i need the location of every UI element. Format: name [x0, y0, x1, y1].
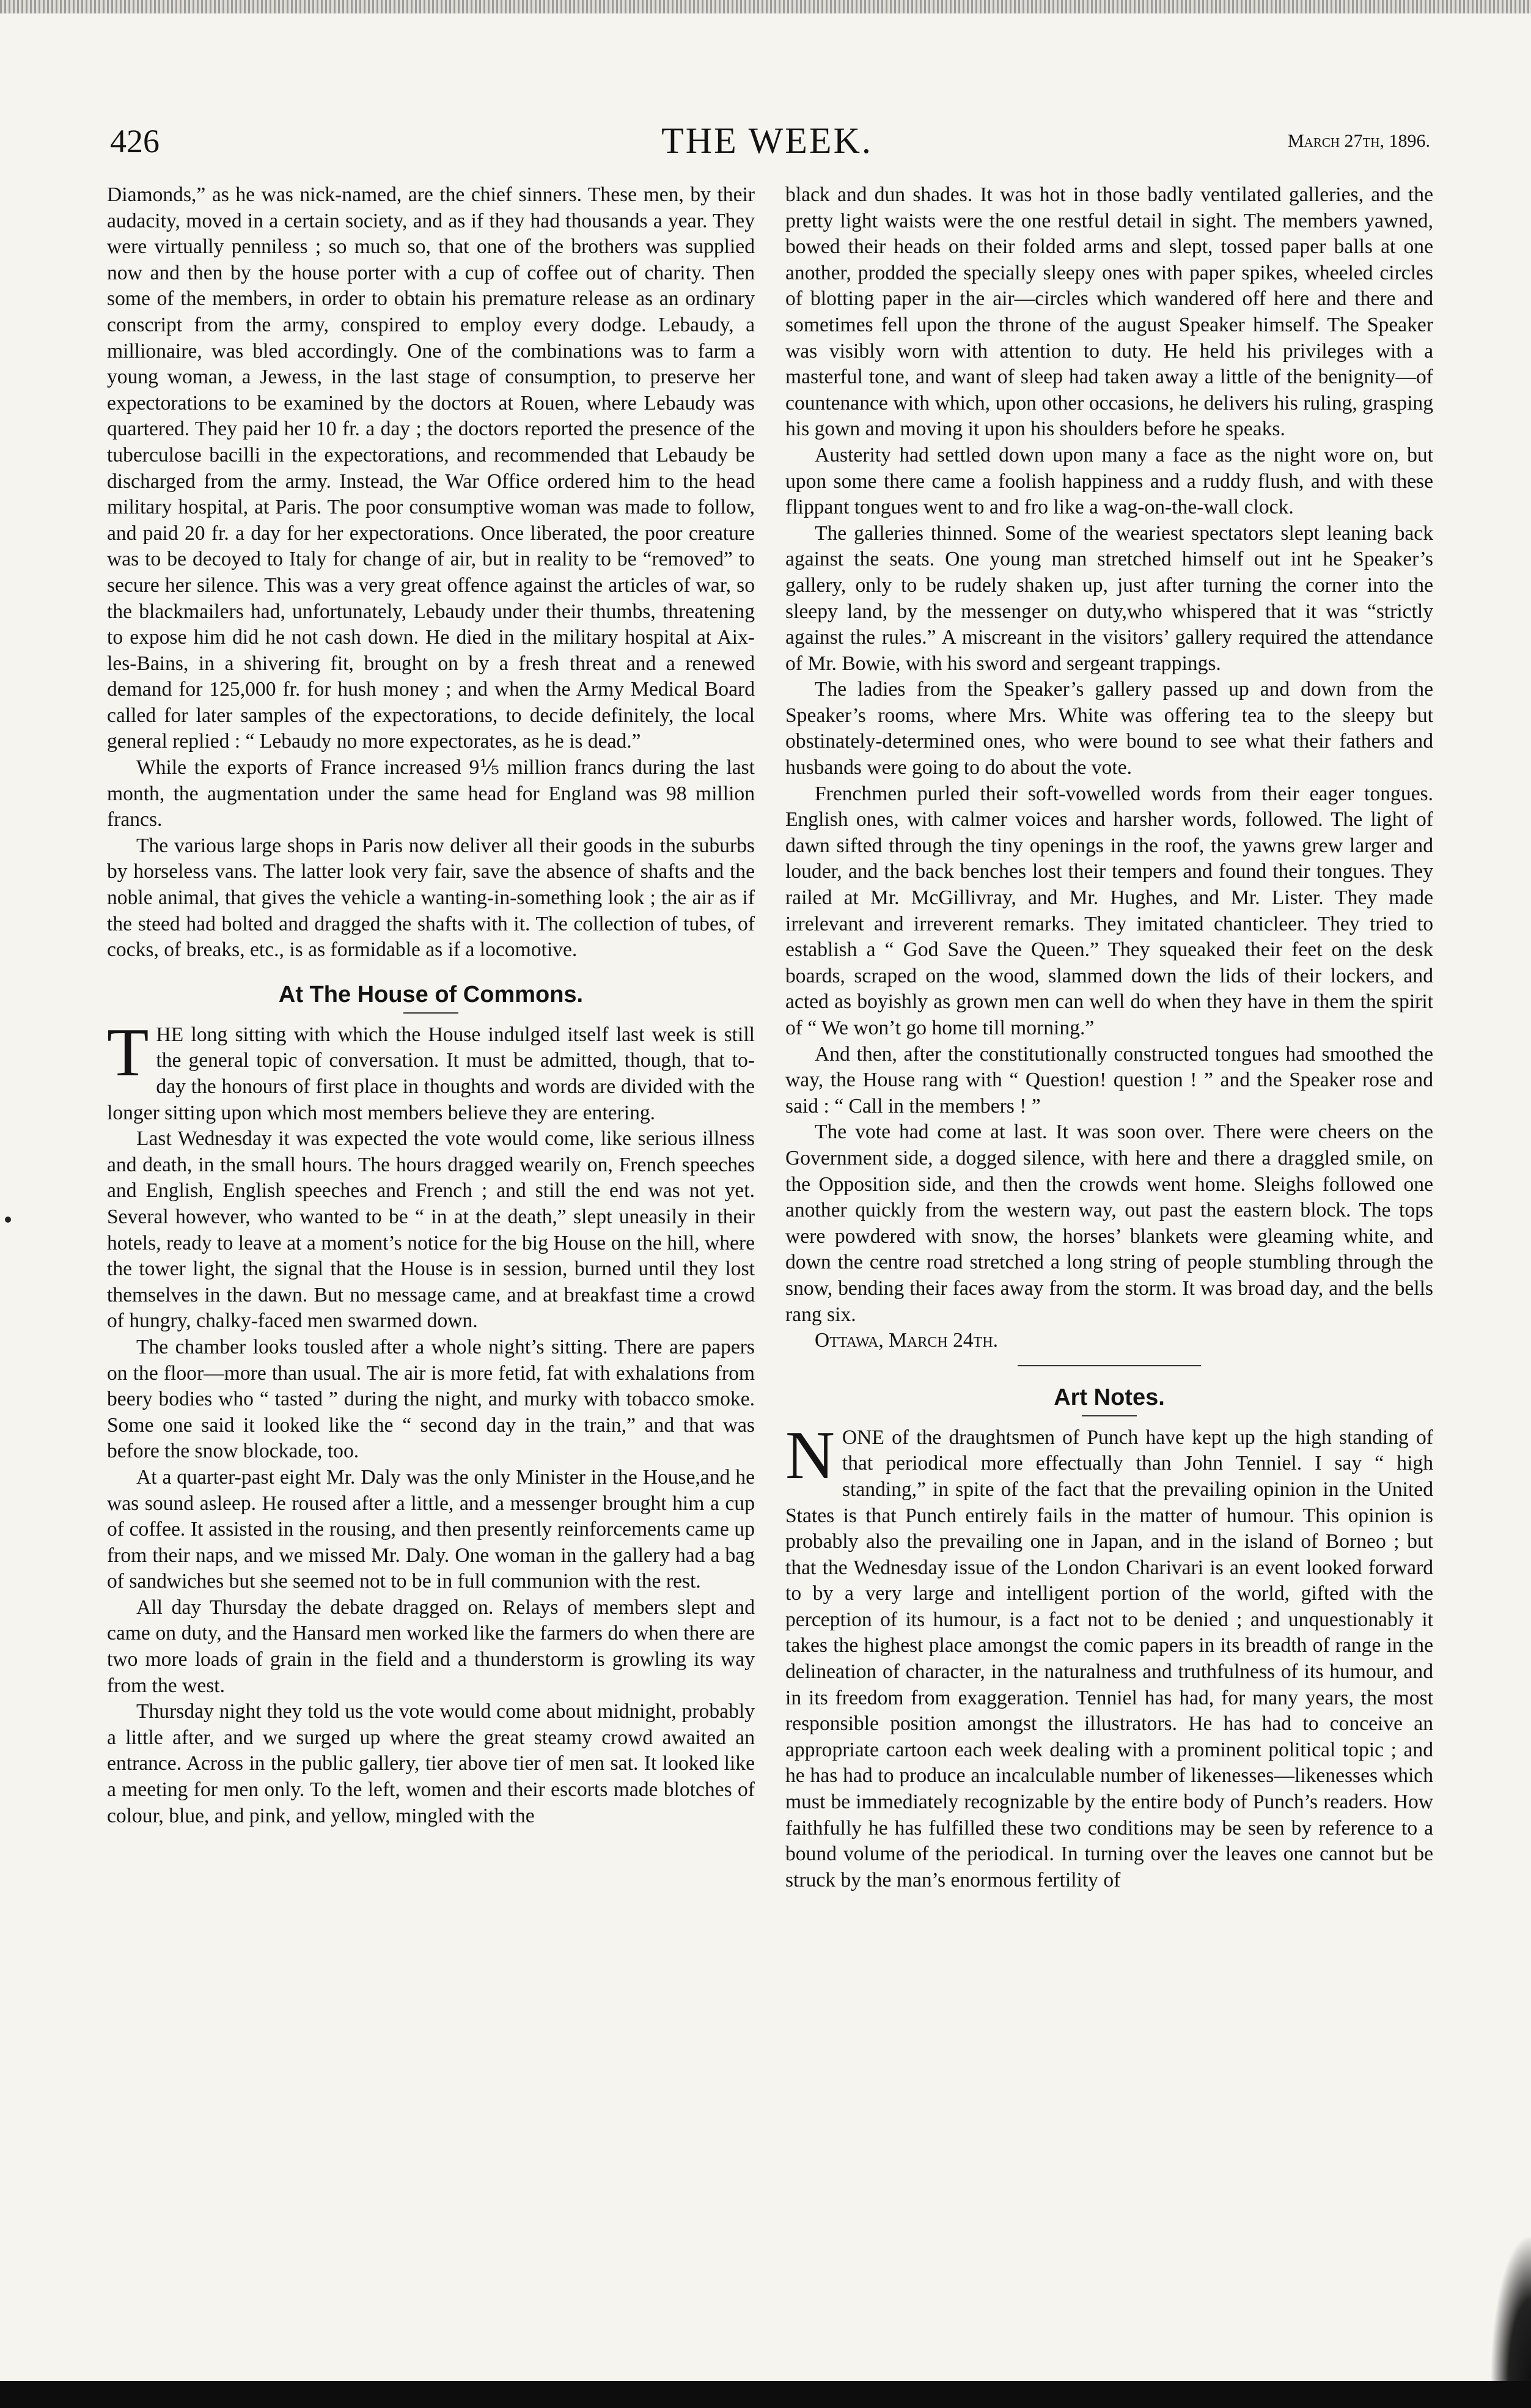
margin-speck: [5, 1217, 11, 1223]
top-scan-band: [0, 0, 1531, 13]
paragraph: The ladies from the Speaker’s gallery passed up and down from the Speaker’s rooms, where Mrs. White was offering tea to the sleepy but obstinately-determined ones, who were bound to see what their fathers and husbands were going to do about the vote.: [785, 678, 1433, 779]
section-heading-art-notes: Art Notes.: [1054, 1384, 1165, 1410]
drop-cap: N: [785, 1417, 835, 1493]
masthead-title: THE WEEK.: [661, 120, 873, 161]
paragraph: Last Wednesday it was expected the vote would come, like serious illness and death, in the small hours. The hours dragged wearily on, French speeches and English, English speeches and French ; and still the end was not yet. Several however, who wanted to be “ in at the death,” slept uneasily in their hotels, ready to leave at a moment’s notice for the big House on the hill, where the tower light, the signal that the House is in session, burned until they lost themselves in the dawn. But no message came, and at breakfast time a crowd of hungry, chalky-faced men swarmed down.: [107, 1127, 755, 1333]
paragraph: Austerity had settled down upon many a face as the night wore on, but upon some there came a foolish happiness and a ruddy flush, and with these flippant tongues went to and fro like a wag-on-the-wall clock.: [785, 443, 1433, 519]
paragraph: Thursday night they told us the vote would come about midnight, probably a little after, and we surged up where the great steamy crowd awaited an entrance. Across in the public gallery, tier above tier of men sat. It looked like a meeting for men only. To the left, women and their escorts made blotches of colour, blue, and pink, and yellow, mingled with the: [107, 1700, 755, 1827]
paragraph: The galleries thinned. Some of the weariest spectators slept leaning back against the seats. One young man stretched himself out int he Speaker’s gallery, only to be rudely shaken up, just after turning the corner into the sleepy land, by the messenger on duty,who whispered that it was “strictly against the rules.” A miscreant in the visitors’ gallery required the attendance of Mr. Bowie, with his sword and sergeant trappings.: [785, 521, 1433, 675]
paragraph: The chamber looks tousled after a whole night’s sitting. There are papers on the floor—more than usual. The air is more fetid, fat with exhalations from beery bodies who “ tasted ” during the night, and murky with tobacco smoke. Some one said it looked like the “ second day in the train,” and that was before the snow blockade, too.: [107, 1335, 755, 1463]
paragraph: Diamonds,” as he was nick-named, are the chief sinners. These men, by their audacity, moved in a certain society, and as if they had thousands a year. They were virtually penniless ; so much so, that one of the brothers was supplied now and then by the house porter with a cup of coffee out of charity. Then some of the members, in order to obtain his premature release as an ordinary conscript from the army, conspired to employ every dodge. Lebaudy, a millionaire, was bled accordingly. One of the combinations was to farm a young woman, a Jewess, in the last stage of consumption, to preserve her expectorations to be examined by the doctors at Rouen, where Lebaudy was quartered. They paid her 10 fr. a day ; the doctors reported the presence of the tuberculose bacilli in the expectorations, and recommended that Lebaudy be discharged from the army. Instead, the War Office ordered him to the head military hospital, at Paris. The poor consumptive woman was made to follow, and paid 20 fr. a day for her expectorations. Once liberated, the poor creature was to be decoyed to Italy for change of air, but in reality to be “removed” to secure her silence. This was a very great offence against the articles of war, so the blackmailers had, unfortunately, Lebaudy under their thumbs, threatening to expose him did he not cash down. He died in the military hospital at Aix-les-Bains, in a shivering fit, brought on by a fresh threat and a renewed demand for 125,000 fr. for hush money ; and when the Army Medical Board called for later samples of the expectorations, to decide definitely, the local general replied : “ Lebaudy no more expectorates, as he is dead.”: [107, 183, 755, 753]
paragraph: [107, 1014, 755, 1126]
paragraph: Frenchmen purled their soft-vowelled words from their eager tongues. English ones, with calmer voices and harsher words, followed. The light of dawn sifted through the tiny openings in the roof, the yawns grew larger and louder, and the back benches lost their tempers and found their tongues. They railed at Mr. McGillivray, and Mr. Hughes, and Mr. Lister. They made irrelevant and irreverent remarks. They imitated chanticleer. They tried to establish a “ God Save the Queen.” They squeaked their feet on the desk boards, scraped on the wood, slammed down the lids of their lockers, and acted as boyishly as grown men can well do when they have in them the spirit of “ We won’t go home till morning.”: [785, 782, 1433, 1039]
page-header: [104, 122, 1430, 165]
heading-rule: [1082, 1415, 1137, 1416]
right-column: [785, 182, 1433, 1893]
paragraph-text: ONE of the draughtsmen of Punch have kept up the high standing of that periodical more effectually than John Tenniel. I say “ high standing,” in spite of the fact that the prevailing opinion in the United States is that Punch entirely fails in the matter of humour. This opinion is probably also the prevailing one in Japan, and in the island of Borneo ; but that the Wednesday issue of the London Charivari is an event looked forward to by a very large and intelligent portion of the world, gifted with the perception of its humour, is a fact not to be denied ; and unquestionably it takes the highest place amongst the comic papers in its breadth of range in the delineation of character, in the naturalness and truthfulness of its humour, and in its freedom from exaggeration. Tenniel has had, for many years, the most responsible position amongst the illustrators. He has had to conceive an appropriate cartoon each week dealing with a prominent political topic ; and he has had to produce an incalculable number of likenesses—likenesses which must be immediately recognizable by the entire body of Punch’s readers. How faithfully he has fulfilled these two conditions may be seen by reference to a bound volume of the periodical. In turning over the leaves one cannot but be struck by the man’s enormous fertility of: [785, 1426, 1433, 1891]
dateline-signoff: Ottawa, March 24th.: [815, 1329, 999, 1352]
paragraph: black and dun shades. It was hot in those badly ventilated galleries, and the pretty light waists were the one restful detail in sight. The members yawned, bowed their heads on their folded arms and slept, tossed paper balls at one another, prodded the specially sleepy ones with paper spikes, wheeled circles of blotting paper in the air—circles which wandered off here and there and sometimes fell upon the throne of the august Speaker himself. The Speaker was visibly worn with attention to duty. He held his privileges with a masterful tone, and want of sleep had taken away a little of the benignity—of countenance with which, upon other occasions, he delivers his ruling, grasping his gown and moving it upon his shoulders before he speaks.: [785, 183, 1433, 441]
paragraph: All day Thursday the debate dragged on. Relays of members slept and came on duty, and the Hansard men worked like the farmers do when there are two more loads of grain in the field and a thunderstorm is growling its way from the west.: [107, 1596, 755, 1697]
paragraph-text: HE long sitting with which the House indulged itself last week is still the general topic of conversation. It must be admitted, though, that to-day the honours of first place in thoughts and words are divided with the longer sitting upon which most members believe they are entering.: [107, 1023, 755, 1124]
section-divider: [1018, 1365, 1201, 1366]
paragraph: And then, after the constitutionally constructed tongues had smoothed the way, the House rang with “ Question! question ! ” and the Speaker rose and said : “ Call in the members ! ”: [785, 1042, 1433, 1117]
paragraph: While the exports of France increased 9⅕ million francs during the last month, the augmentation under the same head for England was 98 million francs.: [107, 756, 755, 831]
drop-cap: T: [107, 1014, 149, 1091]
page-corner-shadow: [1491, 2237, 1531, 2381]
section-heading-commons: At The House of Commons.: [278, 981, 584, 1007]
heading-rule: [403, 1012, 458, 1014]
page-number: 426: [110, 123, 160, 160]
bottom-scan-band: [0, 2381, 1531, 2408]
paragraph: The various large shops in Paris now deliver all their goods in the suburbs by horseless vans. The latter look very fair, save the absence of shafts and the noble animal, that gives the vehicle a wanting-in-something look ; the air as if the steed had bolted and dragged the shafts with it. The collection of tubes, of cocks, of breaks, etc., is as formidable as if a locomotive.: [107, 834, 755, 962]
issue-date: March 27th, 1896.: [1287, 131, 1430, 151]
paragraph: At a quarter-past eight Mr. Daly was the only Minister in the House,and he was sound asleep. He roused after a little, and a messenger brought him a cup of coffee. It assisted in the rousing, and then presently reinforcements came up from their naps, and we missed Mr. Daly. One woman in the gallery had a bag of sandwiches but she seemed not to be in full communion with the rest.: [107, 1465, 755, 1593]
paragraph: The vote had come at last. It was soon over. There were cheers on the Government side, a dogged silence, with here and there a draggled smile, on the Opposition side, and then the crowds went home. Sleighs followed one another quickly from the western way, out past the eastern block. The tops were powdered with snow, the horses’ blankets were gleaming white, and down the centre road stretched a long string of people stumbling through the snow, bending their faces away from the storm. It was broad day, and the bells rang six.: [785, 1121, 1433, 1326]
paragraph: [785, 1417, 1433, 1894]
left-column: [107, 182, 755, 1829]
